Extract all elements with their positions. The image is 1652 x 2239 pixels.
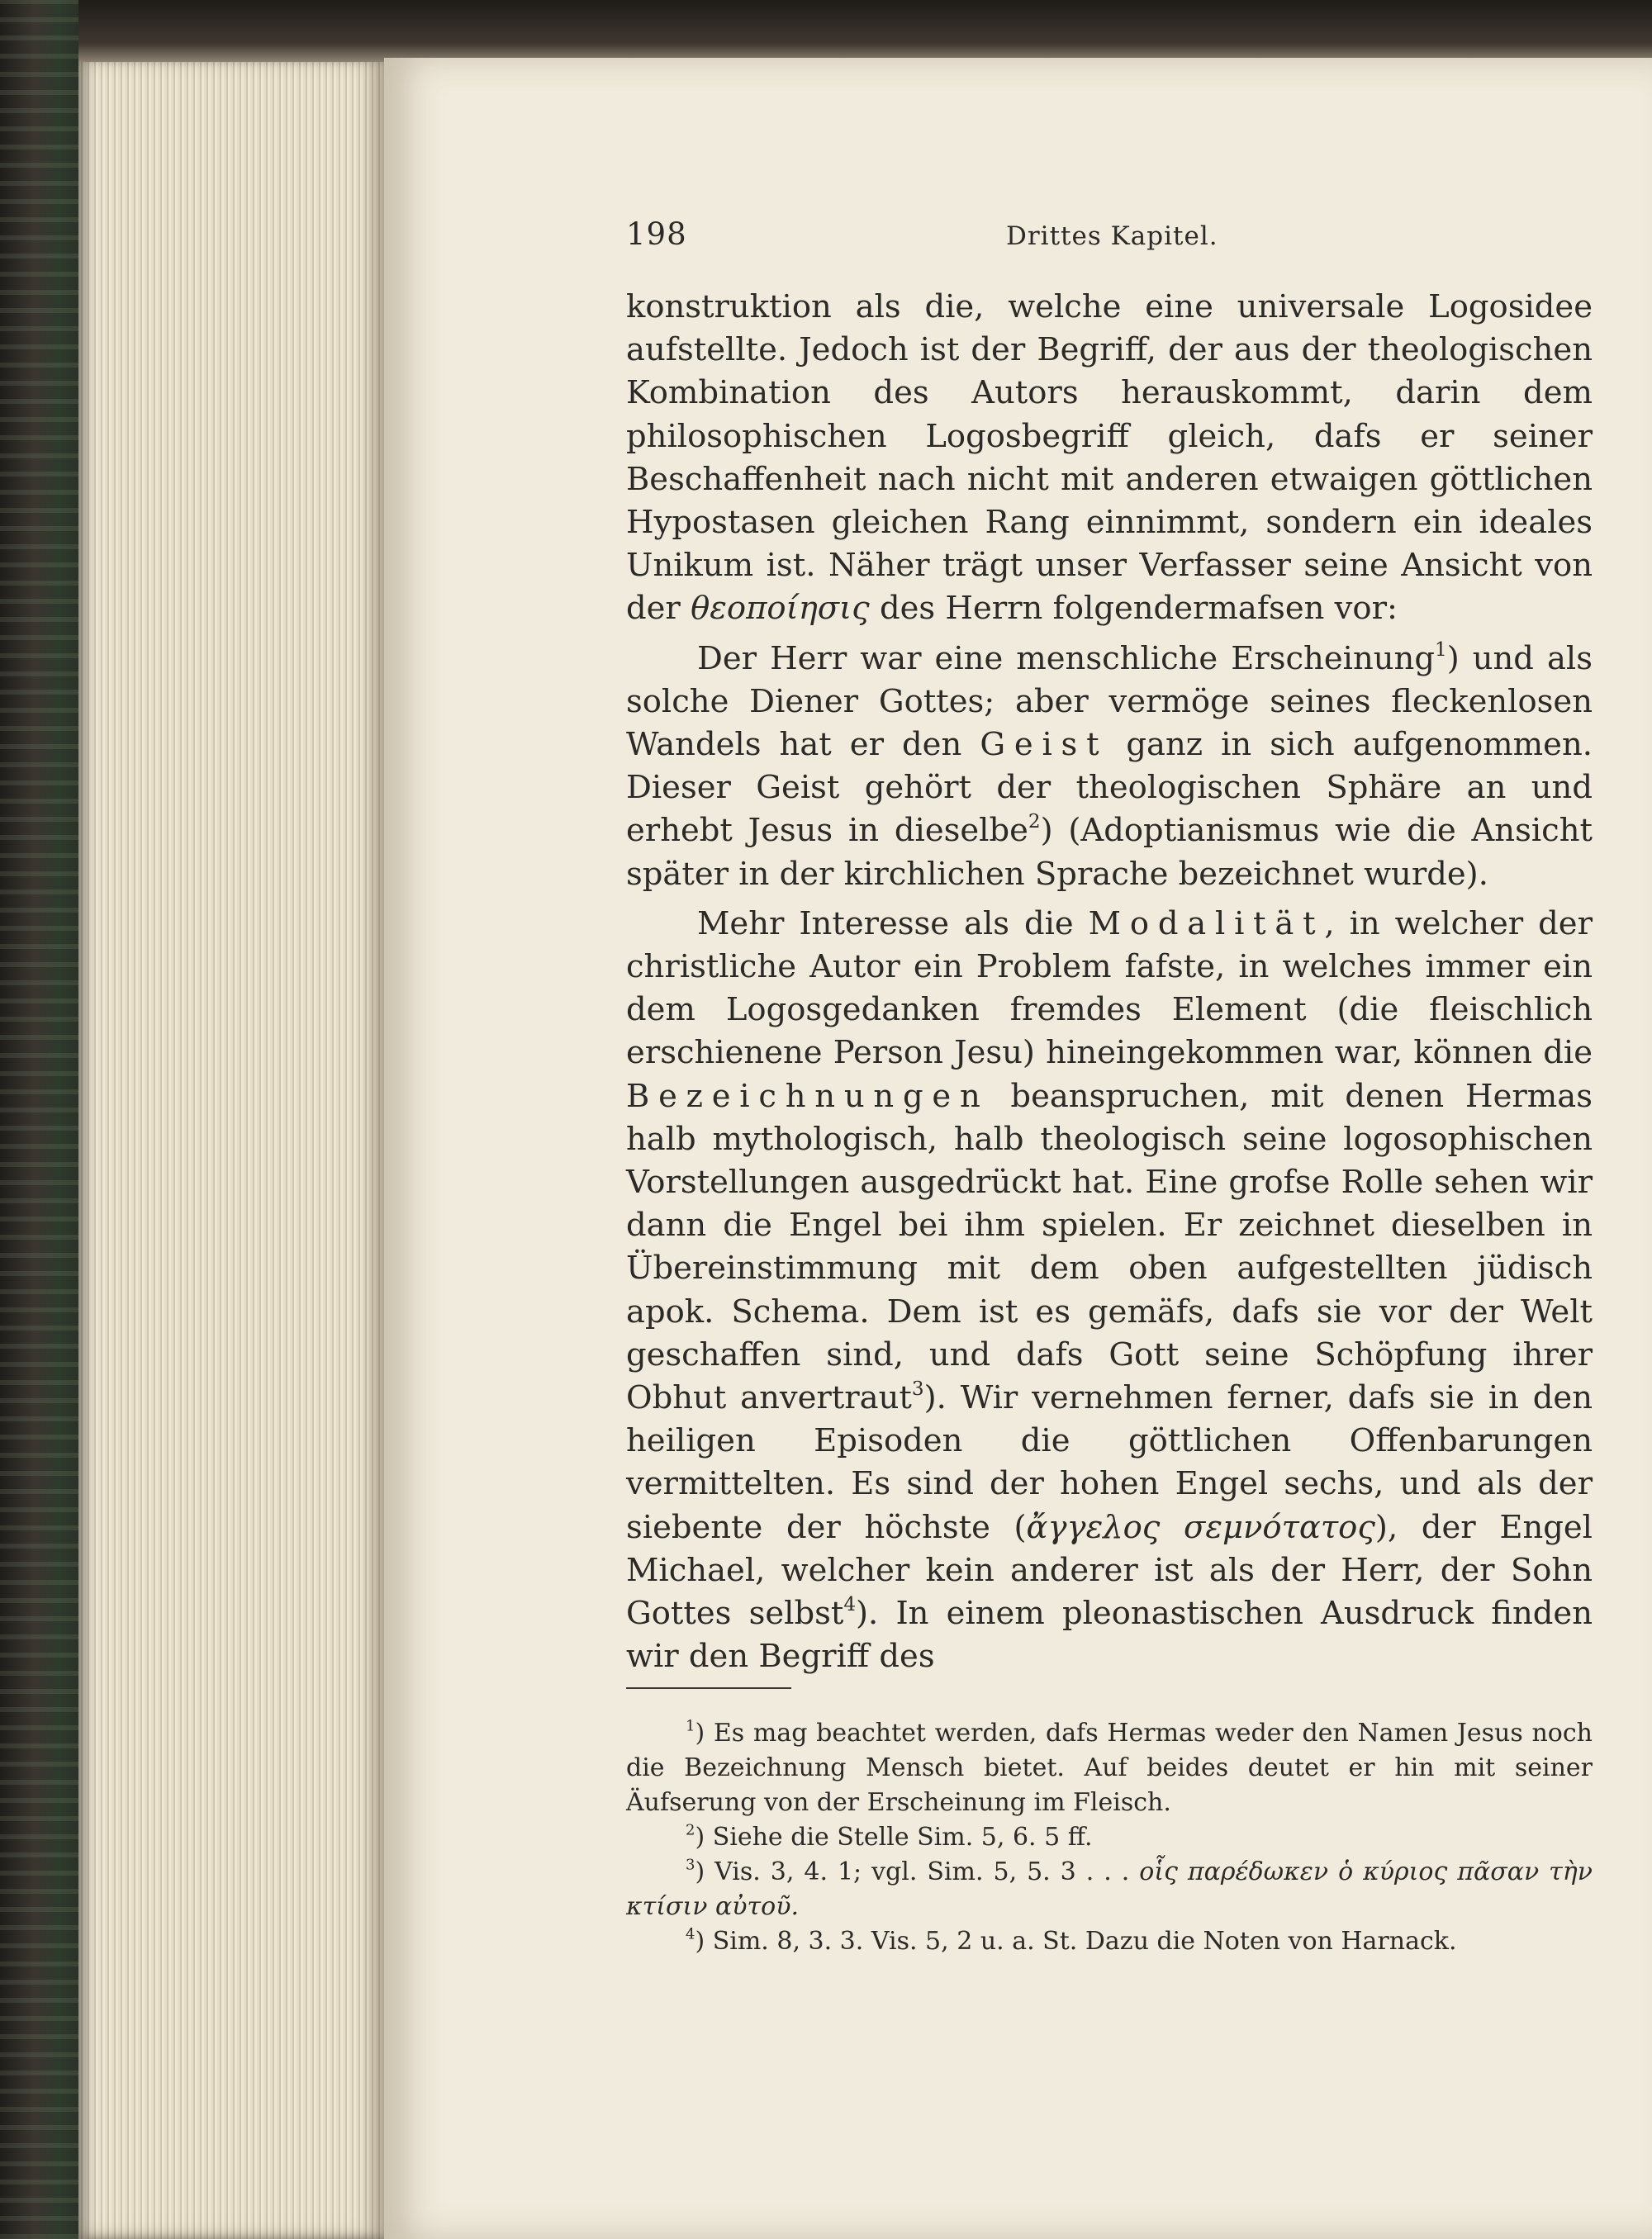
paragraph-3-text-c: beanspruchen, mit denen Hermas halb mythologisch, halb theologisch seine logosophischen Vorstellungen ausgedrückt hat. Eine grofse Rolle sehen wir dann die Engel bei ihm spielen. Er zeichnet dieselben in Übereinstimmung mit dem oben aufgestellten jüdisch apok. Schema. Dem ist es gemäfs, dafs sie vor der Welt geschaffen sind, und dafs Gott seine Schöpfung ihrer Obhut anvertraut <box>626 1077 1593 1417</box>
body-text <box>626 286 1593 1679</box>
footnote-2 <box>626 1820 1593 1855</box>
footnote-3-text: ) Vis. 3, 4. 1; vgl. Sim. 5, 5. 3 . . . <box>695 1857 1130 1886</box>
paragraph-3-text-b: , in welcher der christliche Autor ein Problem fafste, in welches immer ein dem Logosgedanken fremdes Element (die fleischlich erschienene Person Jesu) hineingekommen war, können die <box>626 904 1593 1072</box>
top-shadow <box>78 0 1652 62</box>
footnotes <box>626 1716 1593 1959</box>
footnote-ref-2: 2 <box>1028 811 1041 833</box>
footnote-4-text: ) Sim. 8, 3. 3. Vis. 5, 2 u. a. St. Dazu die Noten von Harnack. <box>695 1927 1457 1956</box>
footnote-2-text: ) Siehe die Stelle Sim. 5, 6. 5 ff. <box>695 1823 1093 1852</box>
spaced-word-modalitaet: Modalität <box>1088 904 1325 942</box>
page-edges <box>78 58 388 2239</box>
footnote-1-number: 1 <box>686 1717 695 1735</box>
spaced-word-bezeichnungen: Bezeichnungen <box>626 1077 990 1115</box>
paragraph-1 <box>626 286 1593 631</box>
paragraph-1-end: des Herrn folgendermafsen vor: <box>879 590 1398 628</box>
paragraph-2 <box>626 638 1593 896</box>
footnote-rule <box>626 1687 791 1689</box>
footnote-4 <box>626 1924 1593 1959</box>
paragraph-3-text-d: ). Wir vernehmen ferner, dafs sie in den heiligen Episoden die göttlichen Offenbarungen vermittelten. Es sind der hohen Engel sechs, und als der siebente der höchste ( <box>626 1379 1593 1546</box>
footnote-3-greek: οἷς παρέδωκεν ὁ κύριος πᾶσαν τὴν κτίσιν αὐτοῦ. <box>626 1857 1593 1921</box>
footnote-ref-1: 1 <box>1434 638 1447 661</box>
paragraph-3-text-e: ), der Engel Michael, welcher kein anderer ist als der Herr, der Sohn Gottes selbst <box>626 1508 1593 1633</box>
paragraph-3 <box>626 903 1593 1679</box>
footnote-1 <box>626 1716 1593 1820</box>
paragraph-1-text: konstruktion als die, welche eine universale Logosidee aufstellte. Jedoch ist der Begriff, der aus der theologischen Kombination des Autors herauskommt, darin dem philosophischen Logosbegriff gleich, dafs er seiner Beschaffenheit nach nicht mit anderen etwaigen göttlichen Hypostasen gleichen Rang einnimmt, sondern ein ideales Unikum ist. Näher trägt unser Verfasser seine Ansicht von der <box>626 288 1593 628</box>
footnote-3 <box>626 1855 1593 1924</box>
paragraph-2-text-d: ) (Adoptianismus wie die Ansicht später in der kirchlichen Sprache bezeichnet wurde). <box>626 812 1593 893</box>
page-header <box>626 216 1593 266</box>
greek-term-angelos: ἄγγελος σεμνότατος <box>1026 1508 1375 1546</box>
greek-term-theopoiesis: θεοποίησις <box>691 590 870 628</box>
paragraph-2-text-a: Der Herr war eine menschliche Erscheinung <box>697 639 1435 677</box>
paragraph-2-text-c: ganz in sich aufgenommen. Dieser Geist gehört der theologischen Sphäre an und erhebt Jesus in dieselbe <box>626 726 1593 850</box>
footnote-3-number: 3 <box>686 1856 695 1874</box>
footnote-1-text: ) Es mag beachtet werden, dafs Hermas weder den Namen Jesus noch die Bezeichnung Mensch bietet. Auf beides deutet er hin mit seiner Äufserung von der Erscheinung im Fleisch. <box>626 1719 1593 1817</box>
footnote-ref-4: 4 <box>843 1593 857 1615</box>
footnote-4-number: 4 <box>686 1925 695 1943</box>
page-number: 198 <box>626 216 687 252</box>
footnote-2-number: 2 <box>686 1821 695 1839</box>
paragraph-3-text-a: Mehr Interesse als die <box>697 904 1074 942</box>
spaced-word-geist: Geist <box>980 726 1108 764</box>
running-head: Drittes Kapitel. <box>1006 221 1218 251</box>
paragraph-2-text-b: ) und als solche Diener Gottes; aber vermöge seines fleckenlosen Wandels hat er den <box>626 639 1593 764</box>
footnote-ref-3: 3 <box>911 1378 924 1400</box>
paragraph-3-text-f: ). In einem pleonastischen Ausdruck finden wir den Begriff des <box>626 1595 1593 1676</box>
